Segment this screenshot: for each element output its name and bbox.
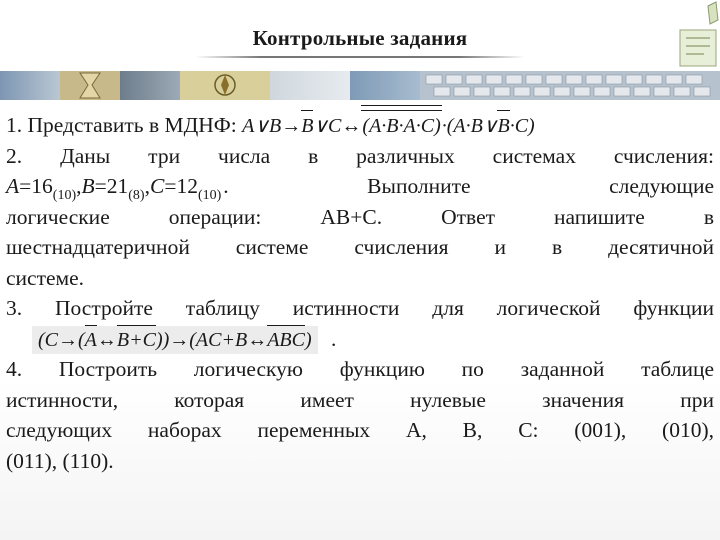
task-4-line-1: 4. Построить логическую функцию по заданной таблице <box>6 357 714 381</box>
task-3-dot: . <box>331 326 337 351</box>
task-1-text: 1. Представить в МДНФ: <box>6 113 237 137</box>
task-2-line-4: шестнадцатеричной системе счисления и в десятичной <box>6 235 714 259</box>
task-3-formula-line <box>6 324 714 355</box>
decorative-banner <box>0 71 720 100</box>
task-4-line-2: истинности, которая имеет нулевые значения при <box>6 387 714 412</box>
task-3-line-1: 3. Постройте таблицу истинности для логической функции <box>6 296 714 320</box>
task-2-line-3: логические операции: AB+C. Ответ напишите в <box>6 204 714 229</box>
task-2-instruction: . Выполните следующие <box>223 174 714 198</box>
task-4-line-4: (011), (110). <box>6 448 114 473</box>
page-title: Контрольные задания <box>252 26 468 50</box>
task-1-formula: A∨B→B∨C↔(A·B·A·C)·(A·B∨B·C) <box>242 115 535 137</box>
number-a: $A=16_{(10)}$, <box>6 174 82 203</box>
task-2-line-5: системе. <box>6 265 85 290</box>
hourglass-icon <box>60 71 120 100</box>
number-b: $B=21_{(8)}$, <box>81 174 150 203</box>
task-4-line-3: следующих наборах переменных A, B, C: (001), (010), <box>6 418 714 442</box>
task-2-line-1: 2. Даны три числа в различных системах счисления: <box>6 143 714 168</box>
task-2-line-2 <box>6 171 714 202</box>
task-1 <box>6 110 714 141</box>
title-divider <box>195 56 525 58</box>
number-c: $C=12_{(10)}$ <box>149 174 222 203</box>
compass-icon <box>180 71 270 100</box>
tasks-content <box>6 110 714 476</box>
keyboard-icon <box>420 71 720 100</box>
task-3-formula: (C→(A↔B+C))→(AC+B↔ABC) <box>32 326 318 354</box>
